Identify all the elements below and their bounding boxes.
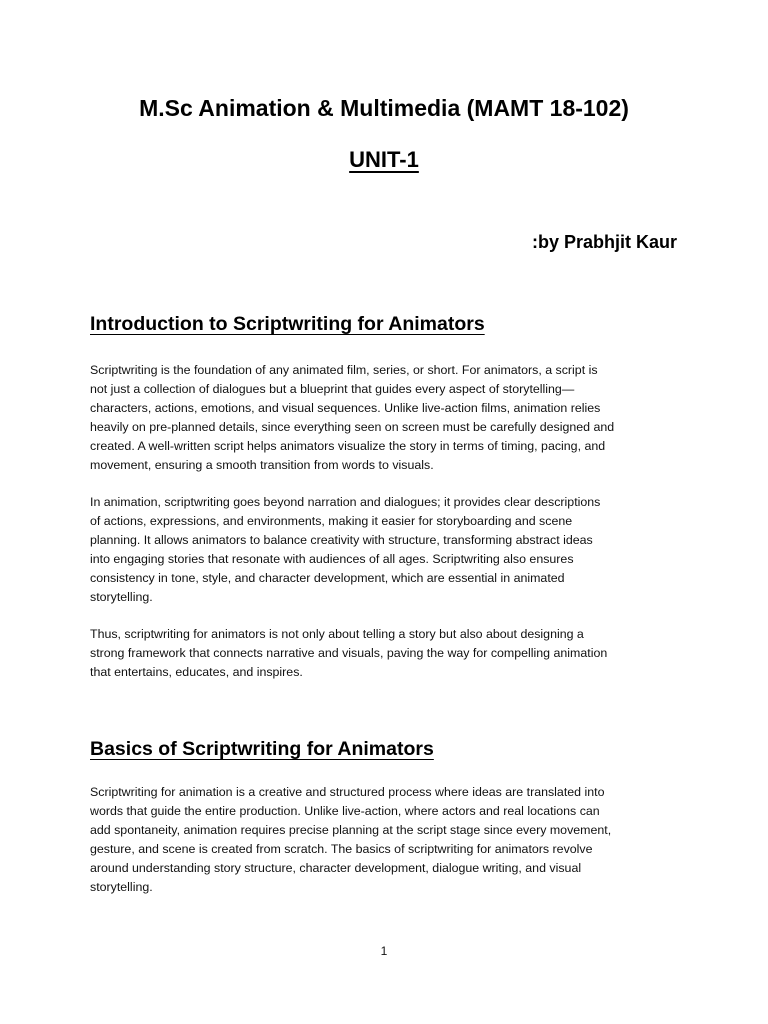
text-line: consistency in tone, style, and character development, which are essential in animated bbox=[90, 571, 565, 585]
text-line: In animation, scriptwriting goes beyond narration and dialogues; it provides clear descriptions bbox=[90, 495, 601, 509]
paragraph-intro-3 bbox=[90, 625, 680, 682]
unit-heading-text: UNIT-1 bbox=[349, 147, 419, 172]
text-line: storytelling. bbox=[90, 590, 153, 604]
text-line: that entertains, educates, and inspires. bbox=[90, 665, 303, 679]
text-line: of actions, expressions, and environments, making it easier for storyboarding and scene bbox=[90, 514, 573, 528]
text-line: heavily on pre-planned details, since everything seen on screen must be carefully designed and bbox=[90, 420, 615, 434]
text-line: gesture, and scene is created from scratch. The basics of scriptwriting for animators revolve bbox=[90, 842, 593, 856]
text-line: Scriptwriting is the foundation of any animated film, series, or short. For animators, a script is bbox=[90, 363, 598, 377]
document-title: M.Sc Animation & Multimedia (MAMT 18-102) bbox=[139, 95, 629, 121]
paragraph-intro-2 bbox=[90, 493, 680, 607]
text-line: around understanding story structure, character development, dialogue writing, and visual bbox=[90, 861, 582, 875]
text-line: characters, actions, emotions, and visual sequences. Unlike live-action films, animation relies bbox=[90, 401, 601, 415]
text-line: storytelling. bbox=[90, 880, 153, 894]
paragraph-intro-1 bbox=[90, 361, 680, 475]
text-line: Scriptwriting for animation is a creative and structured process where ideas are translated into bbox=[90, 785, 605, 799]
author-line: :by Prabhjit Kaur bbox=[531, 232, 677, 252]
text-line: created. A well-written script helps animators visualize the story in terms of timing, pacing, and bbox=[90, 439, 606, 453]
text-line: add spontaneity, animation requires precise planning at the script stage since every movement, bbox=[90, 823, 612, 837]
text-line: Thus, scriptwriting for animators is not only about telling a story but also about designing a bbox=[90, 627, 584, 641]
text-line: into engaging stories that resonate with audiences of all ages. Scriptwriting also ensures bbox=[90, 552, 574, 566]
page-number: 1 bbox=[380, 944, 388, 958]
unit-heading bbox=[0, 147, 768, 173]
section-heading-basics: Basics of Scriptwriting for Animators bbox=[90, 738, 434, 760]
text-line: planning. It allows animators to balance creativity with structure, transforming abstract ideas bbox=[90, 533, 593, 547]
text-line: not just a collection of dialogues but a blueprint that guides every aspect of storytelling— bbox=[90, 382, 575, 396]
text-line: strong framework that connects narrative and visuals, paving the way for compelling animation bbox=[90, 646, 608, 660]
text-line: movement, ensuring a smooth transition from words to visuals. bbox=[90, 458, 434, 472]
section-heading-introduction: Introduction to Scriptwriting for Animators bbox=[90, 313, 485, 335]
paragraph-basics-1 bbox=[90, 783, 680, 897]
text-line: words that guide the entire production. Unlike live-action, where actors and real locations can bbox=[90, 804, 600, 818]
